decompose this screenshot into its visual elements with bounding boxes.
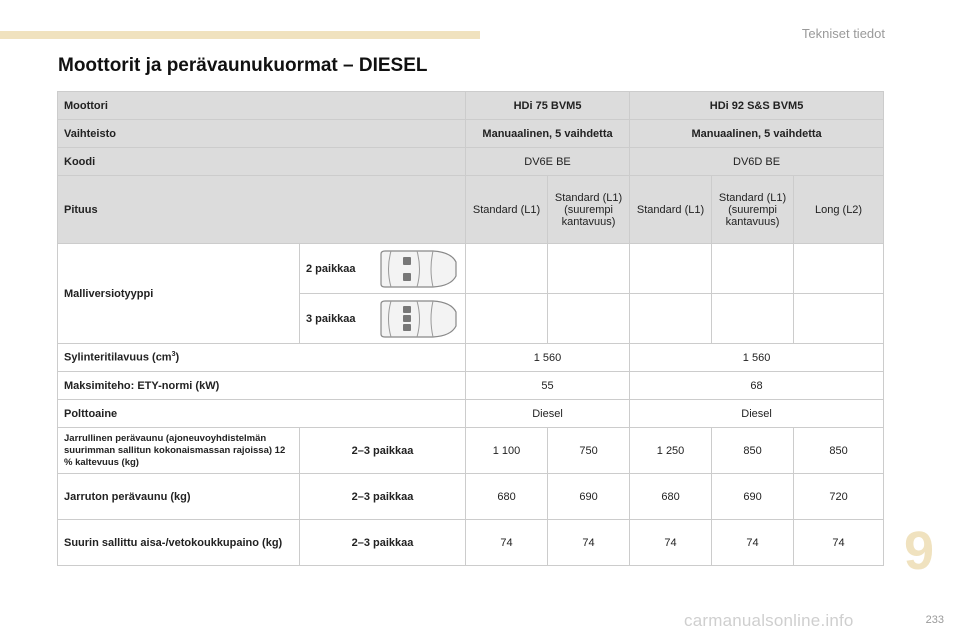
empty-cell [466, 294, 548, 344]
page-number: 233 [925, 614, 944, 626]
unbraked-value-3: 680 [630, 474, 712, 520]
table-row [58, 428, 884, 474]
empty-cell [466, 244, 548, 294]
table-row [58, 372, 884, 400]
empty-cell [548, 244, 630, 294]
gearbox-2: Manuaalinen, 5 vaihdetta [630, 120, 884, 148]
length-col-2: Standard (L1) (suurempi kantavuus) [548, 176, 630, 244]
table-row [58, 92, 884, 120]
empty-cell [794, 244, 884, 294]
table-row [58, 344, 884, 372]
table-row [58, 400, 884, 428]
cylinder-label: Sylinteritilavuus $(cm^3)$ [58, 344, 466, 372]
empty-cell [712, 294, 794, 344]
hitch-value-1: 74 [466, 520, 548, 566]
empty-cell [630, 244, 712, 294]
table-row [58, 120, 884, 148]
braked-value-1: 1 100 [466, 428, 548, 474]
braked-value-2: 750 [548, 428, 630, 474]
empty-cell [712, 244, 794, 294]
unbraked-value-2: 690 [548, 474, 630, 520]
chapter-number: 9 [904, 521, 935, 581]
table-row [58, 520, 884, 566]
table-row [58, 474, 884, 520]
cylinder-1: 1 560 [466, 344, 630, 372]
table-row [58, 176, 884, 244]
seats-3-label: 3 paikkaa [306, 312, 356, 325]
seats-2-cell [300, 244, 466, 294]
seats-2-label: 2 paikkaa [306, 262, 356, 275]
length-col-3: Standard (L1) [630, 176, 712, 244]
empty-cell [630, 294, 712, 344]
code-1: DV6E BE [466, 148, 630, 176]
model-label: Malliversiotyyppi [58, 244, 300, 344]
spec-table [57, 91, 884, 566]
power-1: 55 [466, 372, 630, 400]
table-row [58, 244, 884, 294]
van-2-seats-icon [377, 248, 459, 290]
engine-1: HDi 75 BVM5 [466, 92, 630, 120]
unbraked-value-4: 690 [712, 474, 794, 520]
page-title: Moottorit ja perävaunukuormat – DIESEL [58, 55, 428, 76]
engine-label: Moottori [58, 92, 466, 120]
power-2: 68 [630, 372, 884, 400]
braked-value-5: 850 [794, 428, 884, 474]
braked-seats: 2–3 paikkaa [300, 428, 466, 474]
hitch-seats: 2–3 paikkaa [300, 520, 466, 566]
hitch-weight-label: Suurin sallittu aisa-/vetokoukkupaino (kg) [58, 520, 300, 566]
braked-value-4: 850 [712, 428, 794, 474]
gearbox-1: Manuaalinen, 5 vaihdetta [466, 120, 630, 148]
unbraked-value-5: 720 [794, 474, 884, 520]
fuel-1: Diesel [466, 400, 630, 428]
table-row [58, 148, 884, 176]
length-col-4: Standard (L1) (suurempi kantavuus) [712, 176, 794, 244]
unbraked-seats: 2–3 paikkaa [300, 474, 466, 520]
code-label: Koodi [58, 148, 466, 176]
fuel-label: Polttoaine [58, 400, 466, 428]
unbraked-trailer-label: Jarruton perävaunu (kg) [58, 474, 300, 520]
gearbox-label: Vaihteisto [58, 120, 466, 148]
braked-value-3: 1 250 [630, 428, 712, 474]
engine-2: HDi 92 S&S BVM5 [630, 92, 884, 120]
length-col-5: Long (L2) [794, 176, 884, 244]
van-3-seats-icon [377, 298, 459, 340]
top-accent-bar [0, 31, 480, 39]
length-col-1: Standard (L1) [466, 176, 548, 244]
braked-trailer-label: Jarrullinen perävaunu (ajoneuvoyhdistelmän suurimman sallitun kokonaismassan rajoissa) 12 % kaltevuus (kg) [58, 428, 300, 474]
seats-3-cell [300, 294, 466, 344]
section-label: Tekniset tiedot [801, 26, 885, 41]
hitch-value-2: 74 [548, 520, 630, 566]
power-label: Maksimiteho: ETY-normi (kW) [58, 372, 466, 400]
unbraked-value-1: 680 [466, 474, 548, 520]
empty-cell [548, 294, 630, 344]
hitch-value-5: 74 [794, 520, 884, 566]
length-label: Pituus [58, 176, 466, 244]
hitch-value-3: 74 [630, 520, 712, 566]
cylinder-2: 1 560 [630, 344, 884, 372]
code-2: DV6D BE [630, 148, 884, 176]
hitch-value-4: 74 [712, 520, 794, 566]
watermark: carmanualsonline.info [684, 611, 854, 630]
fuel-2: Diesel [630, 400, 884, 428]
empty-cell [794, 294, 884, 344]
